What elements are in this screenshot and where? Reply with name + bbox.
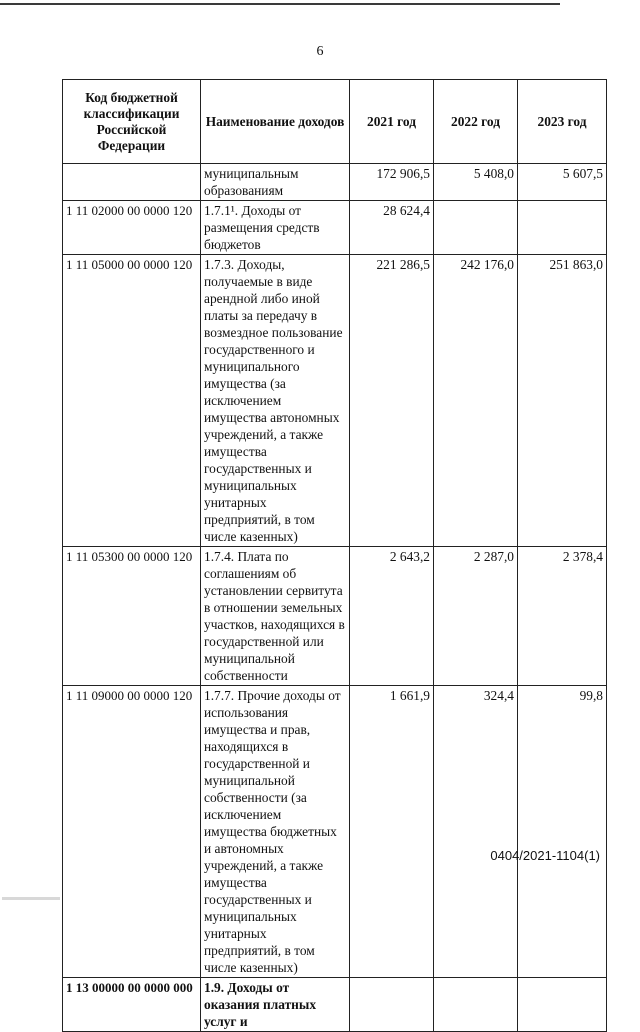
row-value-2023: 251 863,0 [518, 255, 607, 547]
row-name: 1.7.3. Доходы, получаемые в виде арендной либо иной платы за передачу в возмездное пользование государственного и муниципального имущества (за исключением имущества автономных учреждений, а также имущества государственных и муниципальных унитарных предприятий, в том числе казенных) [201, 255, 350, 547]
row-name: 1.9. Доходы от оказания платных услуг и [201, 978, 350, 1032]
row-value-2021: 1 661,9 [350, 686, 434, 978]
table-header-row [63, 80, 607, 164]
row-code: 1 11 05000 00 0000 120 [63, 255, 201, 547]
row-code: 1 11 09000 00 0000 120 [63, 686, 201, 978]
page-number: 6 [316, 44, 324, 59]
document-id: 0404/2021-1104(1) [490, 848, 600, 863]
row-code: 1 11 05300 00 0000 120 [63, 547, 201, 686]
row-value-2021 [350, 978, 434, 1032]
row-value-2021: 221 286,5 [350, 255, 434, 547]
row-name: 1.7.4. Плата по соглашениям об установлении сервитута в отношении земельных участков, находящихся в государственной или муниципальной собственности [201, 547, 350, 686]
row-value-2022: 242 176,0 [434, 255, 518, 547]
row-value-2023: 5 607,5 [518, 164, 607, 201]
row-value-2022: 2 287,0 [434, 547, 518, 686]
header-name: Наименование доходов [201, 80, 350, 164]
row-name: 1.7.7. Прочие доходы от использования имущества и прав, находящихся в государственной и муниципальной собственности (за исключением имущества бюджетных и автономных учреждений, а также имущества государственных и муниципальных унитарных предприятий, в том числе казенных) [201, 686, 350, 978]
row-value-2022: 5 408,0 [434, 164, 518, 201]
scan-artifact [2, 897, 60, 900]
header-2021: 2021 год [350, 80, 434, 164]
row-name: муниципальным образованиям [201, 164, 350, 201]
header-code: Код бюджетной классификации Российской Федерации [63, 80, 201, 164]
table-row [63, 686, 607, 978]
row-name: 1.7.1¹. Доходы от размещения средств бюджетов [201, 201, 350, 255]
header-2023: 2023 год [518, 80, 607, 164]
row-value-2022: 324,4 [434, 686, 518, 978]
table-row [63, 164, 607, 201]
row-value-2022 [434, 978, 518, 1032]
row-code [63, 164, 201, 201]
row-value-2023: 99,8 [518, 686, 607, 978]
top-border-line [0, 3, 560, 5]
table-row [63, 201, 607, 255]
row-value-2021: 28 624,4 [350, 201, 434, 255]
table-row [63, 255, 607, 547]
table-row [63, 547, 607, 686]
row-value-2023: 2 378,4 [518, 547, 607, 686]
row-value-2023 [518, 978, 607, 1032]
table-row [63, 978, 607, 1032]
row-value-2022 [434, 201, 518, 255]
row-value-2021: 172 906,5 [350, 164, 434, 201]
revenue-table [62, 79, 607, 1032]
header-2022: 2022 год [434, 80, 518, 164]
row-value-2023 [518, 201, 607, 255]
row-code: 1 11 02000 00 0000 120 [63, 201, 201, 255]
row-value-2021: 2 643,2 [350, 547, 434, 686]
row-code: 1 13 00000 00 0000 000 [63, 978, 201, 1032]
